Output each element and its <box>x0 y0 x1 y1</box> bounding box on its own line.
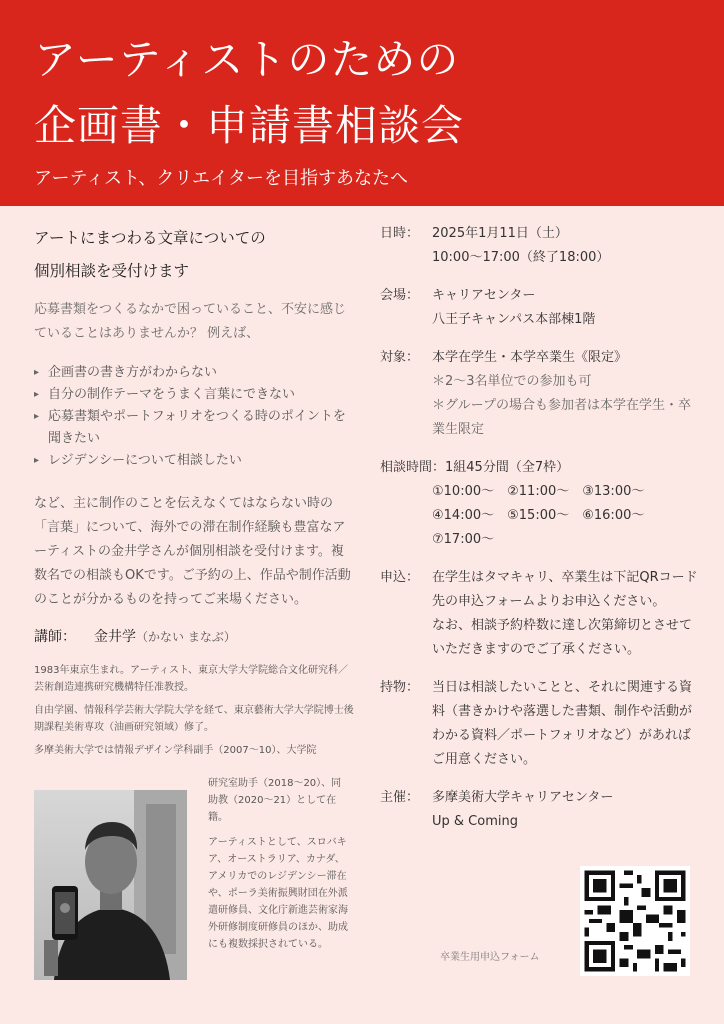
bio-paragraph: 多摩美術大学では情報デザイン学科副手（2007〜10）、大学院 <box>34 745 317 756</box>
left-column <box>34 222 354 765</box>
qr-code[interactable] <box>580 866 690 976</box>
qr-caption: 卒業生用申込フォーム <box>440 952 540 963</box>
lead-line2: 個別相談を受付けます <box>34 262 190 280</box>
event-date: 2025年1月11日（土） <box>432 226 568 241</box>
bio-paragraph: 自由学園、情報科学芸術大学院大学を経て、東京藝術大学大学院博士後期課程美術専攻（油画研究領域）修了。 <box>34 705 354 733</box>
lecturer-bio <box>34 662 354 759</box>
apply-label: 申込： <box>380 570 420 585</box>
body-text: など、主に制作のことを伝えなくてはならない時の「言葉」について、海外での滞在制作経験も豊富なアーティストの金井学さんが個別相談を受付けます。複数名での相談もOKです。ご予約の上、作品や制作活動のことが分かるものを持ってご来場ください。 <box>34 496 351 607</box>
list-item: ▸ 応募書類やポートフォリオをつくる時のポイントを聞きたい <box>34 406 354 450</box>
title-line2: 企画書・申請書相談会 <box>34 101 465 150</box>
subtitle: アーティスト、クリエイターを目指すあなたへ <box>34 168 409 189</box>
event-time: 10:00〜17:00（終了18:00） <box>432 250 610 265</box>
duration-section <box>380 456 700 552</box>
venue-label: 会場： <box>380 288 420 303</box>
host-section <box>380 786 700 834</box>
list-item: ▸ 企画書の書き方がわからない <box>34 362 354 384</box>
apply-text: 在学生はタマキャリ、卒業生は下記QRコード先の申込フォームよりお申込ください。 <box>432 570 698 609</box>
target-label: 対象： <box>380 350 420 365</box>
lecturer-bio-continued <box>208 775 350 961</box>
bring-label: 持物： <box>380 680 420 695</box>
host-name-2: Up & Coming <box>432 814 518 829</box>
concern-list <box>34 362 354 472</box>
bio-paragraph: 研究室助手（2018〜20）、同助教（2020〜21）として在籍。 <box>208 778 342 823</box>
apply-note: なお、相談予約枠数に達し次第締切とさせていただきますのでご了承ください。 <box>432 618 693 657</box>
title-line1: アーティストのための <box>34 35 460 84</box>
bio-paragraph: 1983年東京生まれ。アーティスト、東京大学大学院総合文化研究科／芸術創造連携研究機構特任准教授。 <box>34 665 349 693</box>
lead-heading <box>34 222 354 288</box>
slots-line: ①10:00〜 ②11:00〜 ③13:00〜 <box>432 484 645 499</box>
apply-section <box>380 566 700 662</box>
host-name: 多摩美術大学キャリアセンター <box>432 790 614 805</box>
target-section <box>380 346 700 442</box>
target-text: 本学在学生・本学卒業生《限定》 <box>432 350 628 365</box>
host-label: 主催： <box>380 790 420 805</box>
right-column <box>380 222 700 848</box>
target-note: ＊2〜3名単位での参加も可 <box>432 374 592 389</box>
lecturer-line <box>34 626 354 648</box>
duration-text: 相談時間：1組45分間（全7枠） <box>380 460 570 475</box>
bring-section <box>380 676 700 772</box>
venue-section <box>380 284 700 332</box>
portrait-illustration <box>34 790 187 980</box>
intro-text: 応募書類をつくるなかで困っていること、不安に感じていることはありませんか？ 例えば、 <box>34 302 347 341</box>
target-note: ＊グループの場合も参加者は本学在学生・卒業生限定 <box>432 398 691 437</box>
list-item: ▸ 自分の制作テーマをうまく言葉にできない <box>34 384 354 406</box>
lecturer-ruby: （かない まなぶ） <box>136 630 236 644</box>
venue-sub: 八王子キャンパス本部棟1階 <box>432 312 596 327</box>
list-item: ▸ レジデンシーについて相談したい <box>34 450 354 472</box>
lead-line1: アートにまつわる文章についての <box>34 229 266 247</box>
date-section <box>380 222 700 270</box>
lecturer-name: 金井学 <box>94 629 136 645</box>
date-label: 日時： <box>380 226 420 241</box>
lecturer-label: 講師： <box>34 629 76 645</box>
header-banner <box>0 0 724 206</box>
lecturer-photo <box>34 790 187 980</box>
bring-text: 当日は相談したいことと、それに関連する資料（書きかけや落選した書類、制作や活動がわかる資料／ポートフォリオなど）があればご用意ください。 <box>432 680 693 767</box>
bio-paragraph: アーティストとして、スロバキア、オーストラリア、カナダ、アメリカでのレジデンシー滞在や、ポーラ美術振興財団在外派遣研修員、文化庁新進芸術家海外研修制度研修員のほか、助成にも複数採択されている。 <box>208 837 348 950</box>
venue-name: キャリアセンター <box>432 288 536 303</box>
slots-line: ⑦17:00〜 <box>432 532 495 547</box>
slots-line: ④14:00〜 ⑤15:00〜 ⑥16:00〜 <box>432 508 645 523</box>
qr-code-graphic <box>580 866 690 976</box>
